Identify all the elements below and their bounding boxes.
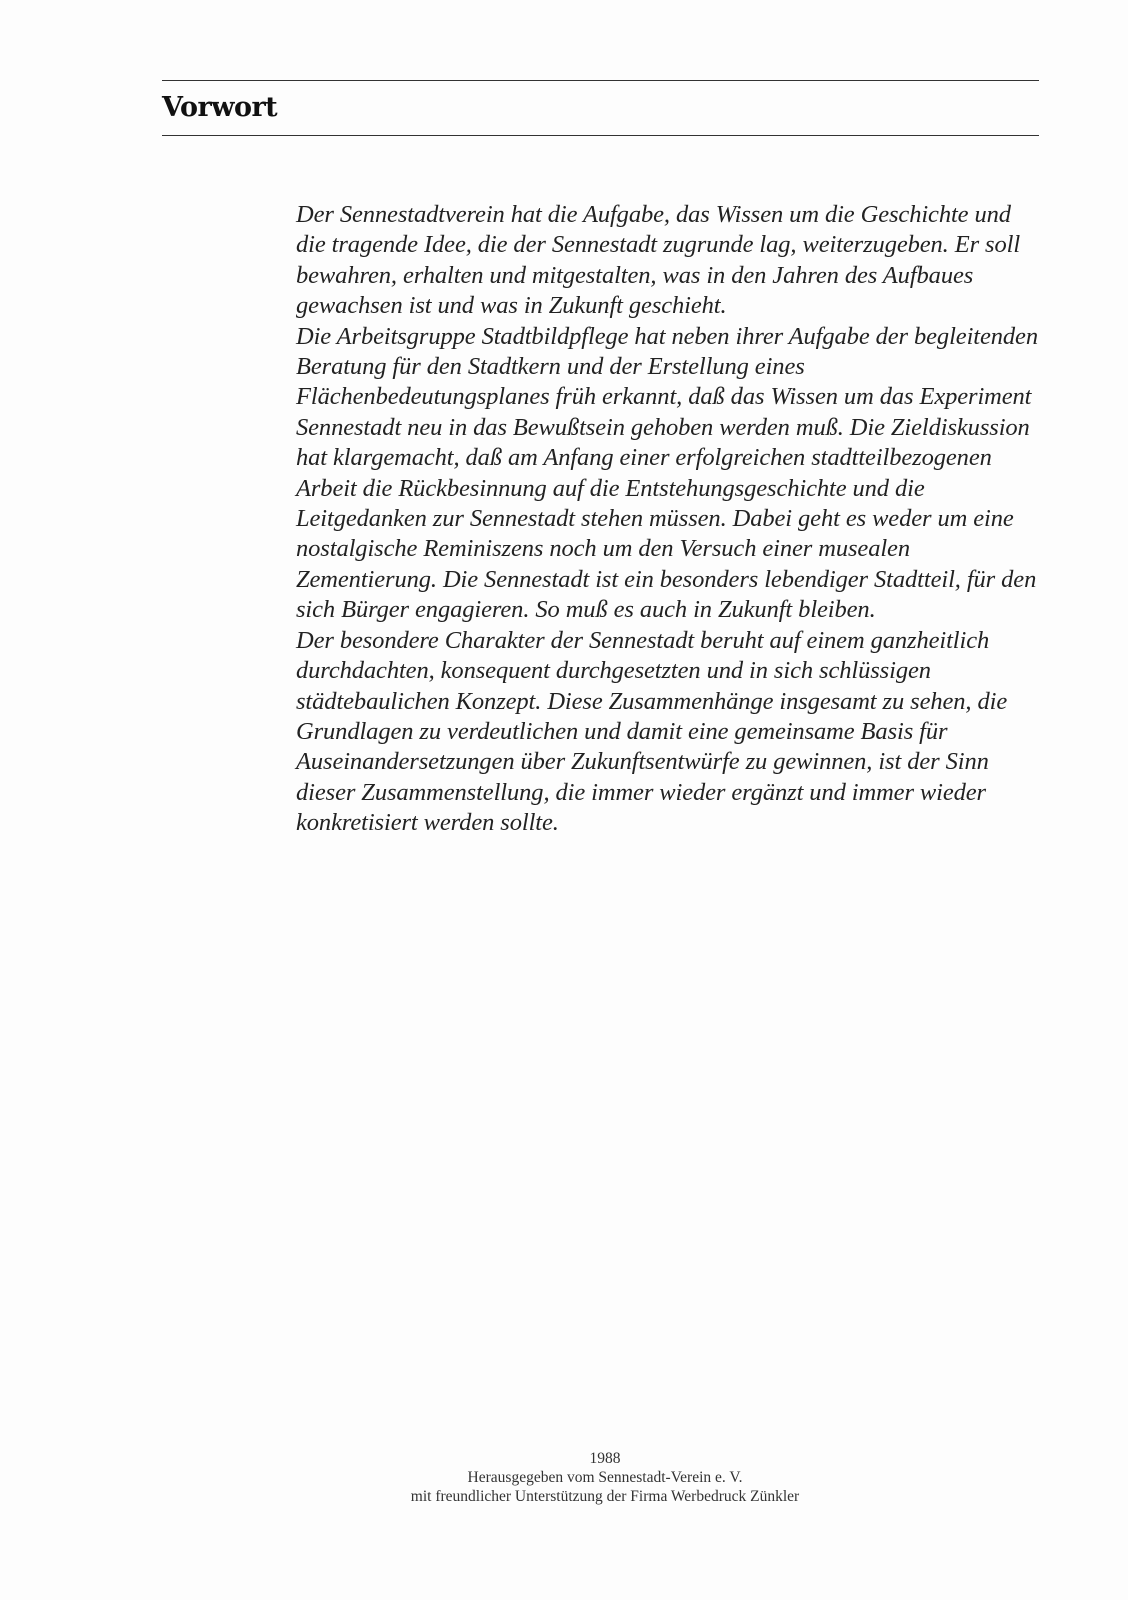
- paragraph-3: Der besondere Charakter der Sennestadt beruht auf einem ganzheitlich durchdachten, konsequent durchgesetzten und in sich schlüssigen städtebaulichen Konzept. Diese Zusammenhänge insgesamt zu sehen, die Grundlagen zu verdeutlichen und damit eine gemeinsame Basis für Auseinandersetzungen über Zukunftsentwürfe zu gewinnen, ist der Sinn dieser Zusammenstellung, die immer wieder ergänzt und immer wieder konkretisiert werden sollte.: [296, 626, 1008, 837]
- paragraph-2: Die Arbeitsgruppe Stadtbildpflege hat neben ihrer Aufgabe der begleitenden Beratung für den Stadtkern und der Erstellung eines Flächenbedeutungsplanes früh erkannt, daß das Wissen um das Experiment Sennestadt neu in das Bewußtsein gehoben werden muß. Die Zieldiskussion hat klargemacht, daß am Anfang einer erfolgreichen stadtteilbezogenen Arbeit die Rückbesinnung auf die Entstehungsgeschichte und die Leitgedanken zur Sennestadt stehen müssen. Dabei geht es weder um eine nostalgische Reminiszens noch um den Versuch einer musealen Zementierung. Die Sennestadt ist ein besonders lebendiger Stadtteil, für den sich Bürger engagieren. So muß es auch in Zukunft bleiben.: [296, 322, 1038, 624]
- section-header: [162, 80, 1039, 136]
- foreword-body: [296, 200, 1046, 839]
- footer-year: 1988: [589, 1450, 621, 1467]
- imprint-footer: [300, 1449, 910, 1506]
- paragraph-1: Der Sennestadtverein hat die Aufgabe, das Wissen um die Geschichte und die tragende Idee, die der Sennestadt zugrunde lag, weiterzugeben. Er soll bewahren, erhalten und mitgestalten, was in den Jahren des Aufbaues gewachsen ist und was in Zukunft geschieht.: [296, 201, 1021, 320]
- footer-publisher: Herausgegeben vom Sennestadt-Verein e. V.: [467, 1469, 743, 1486]
- page-title: Vorwort: [162, 92, 278, 123]
- footer-support: mit freundlicher Unterstützung der Firma Werbedruck Zünkler: [410, 1488, 800, 1505]
